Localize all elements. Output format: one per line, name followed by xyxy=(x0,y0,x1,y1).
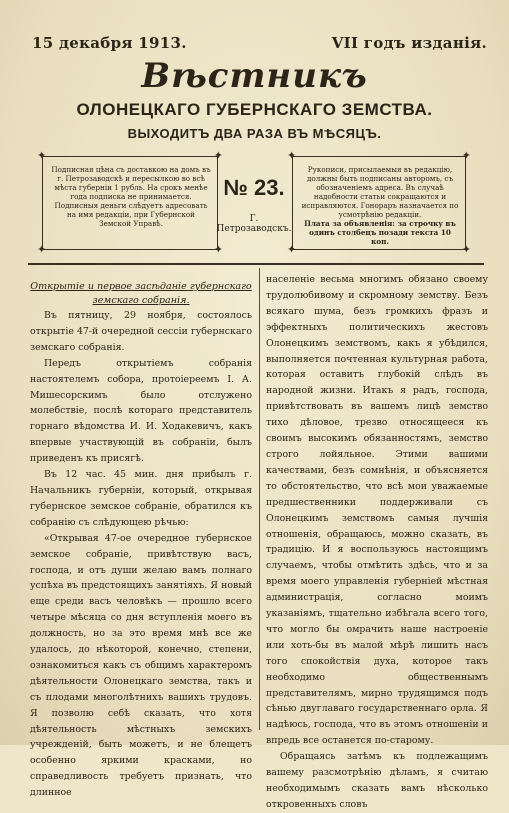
issue-number: № 23. xyxy=(223,175,285,200)
column-divider xyxy=(259,268,260,730)
paragraph: Передъ открытіемъ собранія настоятелемъ собора, протоіереемъ I. А. Мишесорскимъ было отслужено молебствіе, послѣ котораго представитель горнаго вѣдомства И. И. Ходакевичъ, какъ впервые участвующій въ собраніи, былъ приведенъ къ присягѣ. xyxy=(30,357,252,465)
paragraph: Въ пятницу, 29 ноября, состоялось открытіе 47-й очередной сессіи губернскаго земскаго собранія. xyxy=(30,310,252,353)
speech-paragraph: «Открывая 47-ое очередное губернское земское собраніе, привѣтствую васъ, господа, и отъ души желаю вамъ полнаго успѣха въ предстоящихъ занятіяхъ. Я новый еще среди васъ человѣкъ — прошло всего четыре мѣсяца со дня вступленія моего въ должность, но за это время мнѣ все же удалось, до нѣкоторой, конечно, степени, ознакомиться какъ съ общимъ характеромъ дѣятельности Олонецкаго земства, такъ и съ плодами многолѣтнихъ вашихъ трудовъ. Я позволю себѣ сказать, что хотя дѣятельность мѣстныхъ земскихъ учрежденій, быть можетъ, и не блещетъ особенно яркими красками, но справедливость требуетъ признать, что длинное xyxy=(30,532,252,799)
paragraph: Обращаясь затѣмъ къ подлежащимъ вашему разсмотрѣнію дѣламъ, я считаю необходимымъ сказать вамъ нѣсколько откровенныхъ словъ xyxy=(266,751,488,810)
masthead-subtitle: ОЛОНЕЦКАГО ГУБЕРНСКАГО ЗЕМСТВА. xyxy=(76,100,433,119)
issue-date: 15 декабря 1913. xyxy=(32,34,187,52)
ornament-icon: ✦ xyxy=(287,149,297,162)
ornament-icon: ✦ xyxy=(213,243,223,256)
speech-paragraph: населеніе весьма многимъ обязано своему трудолюбивому и скромному земству. Безъ всякаго шума, безъ громкихъ фразъ и эффектныхъ политическихъ жестовъ Олонецкимъ земствомъ, какъ я убѣдился, выполняется почтенная культурная работа, которая оставитъ глубокій слѣдъ въ народной жизни. Итакъ я радъ, господа, привѣтствовать въ вашемъ лицѣ земство тихо дѣловое, трезво относящееся къ своимъ высокимъ обязанностямъ, земство строго лойяльное. Этими вашими качествами, безъ сомнѣнія, и объясняется то обстоятельство, что всѣ мои уважаемые предшественники поддерживали съ Олонецкимъ земствомъ самыя лучшія отношенія, обращаюсь, можно сказать, въ традицію. И я воспользуюсь настоящимъ случаемъ, чтобы отмѣтить здѣсь, что и за время моего управленія губерніей мѣстная администрація, согласно моимъ указаніямъ, тщательно избѣгала всего того, что могло бы омрачить наше настроеніе или хоть-бы въ малой мѣрѣ лишить насъ того спокойствія духа, которое такъ необходимо общественнымъ представителямъ, мирно трудящимся подъ сѣнью двуглаваго государственнаго орла. Я надѣюсь, господа, что въ этомъ отношеніи и впредь все останется по-старому. xyxy=(266,274,488,747)
left-column xyxy=(30,280,252,801)
ornament-icon: ✦ xyxy=(461,243,471,256)
article-title: Открытіе и первое засѣданіе губернскаго земскаго собранія. xyxy=(30,281,252,306)
subscription-box xyxy=(37,149,223,256)
ad-rates-note: Плата за объявленія: за строчку въ одинъ столбецъ позади текста 10 коп. xyxy=(304,219,456,246)
ornament-icon: ✦ xyxy=(287,243,297,256)
right-column xyxy=(266,272,488,813)
masthead-title: Вѣстникъ xyxy=(141,56,368,96)
ornament-icon: ✦ xyxy=(37,243,47,256)
editorial-box xyxy=(287,149,471,256)
paragraph: Въ 12 час. 45 мин. дня прибылъ г. Начальникъ губерніи, который, открывая губернское земское собраніе, обратился къ собранію съ слѣдующею рѣчью: xyxy=(30,469,252,528)
subscription-info: Подписная цѣна съ доставкою на домъ въ г. Петрозаводскѣ и пересылкою во всѣ мѣста губерніи 1 рубль. На срокъ менѣе года подписка не принимается. Подписныя деньги слѣдуетъ адресовать на имя редакціи, при Губернской Земской Управѣ. xyxy=(51,165,211,228)
ornament-icon: ✦ xyxy=(37,149,47,162)
ornament-icon: ✦ xyxy=(213,149,223,162)
ornament-icon: ✦ xyxy=(461,149,471,162)
publication-year: VII годъ изданія. xyxy=(331,34,487,52)
header-divider xyxy=(28,263,484,265)
publication-frequency: ВЫХОДИТЪ ДВА РАЗА ВЪ МѢСЯЦЪ. xyxy=(127,126,382,141)
manuscript-note: Рукописи, присылаемыя въ редакцію, должны быть подписаны авторомъ, съ обозначеніемъ адреса. Въ случаѣ надобности статьи сокращаются и исправляются. Гонораръ назначается по усмотрѣнію редакціи. xyxy=(301,165,459,219)
editorial-info xyxy=(301,165,459,246)
publication-place: Г. Петрозаводскъ. xyxy=(216,214,292,234)
